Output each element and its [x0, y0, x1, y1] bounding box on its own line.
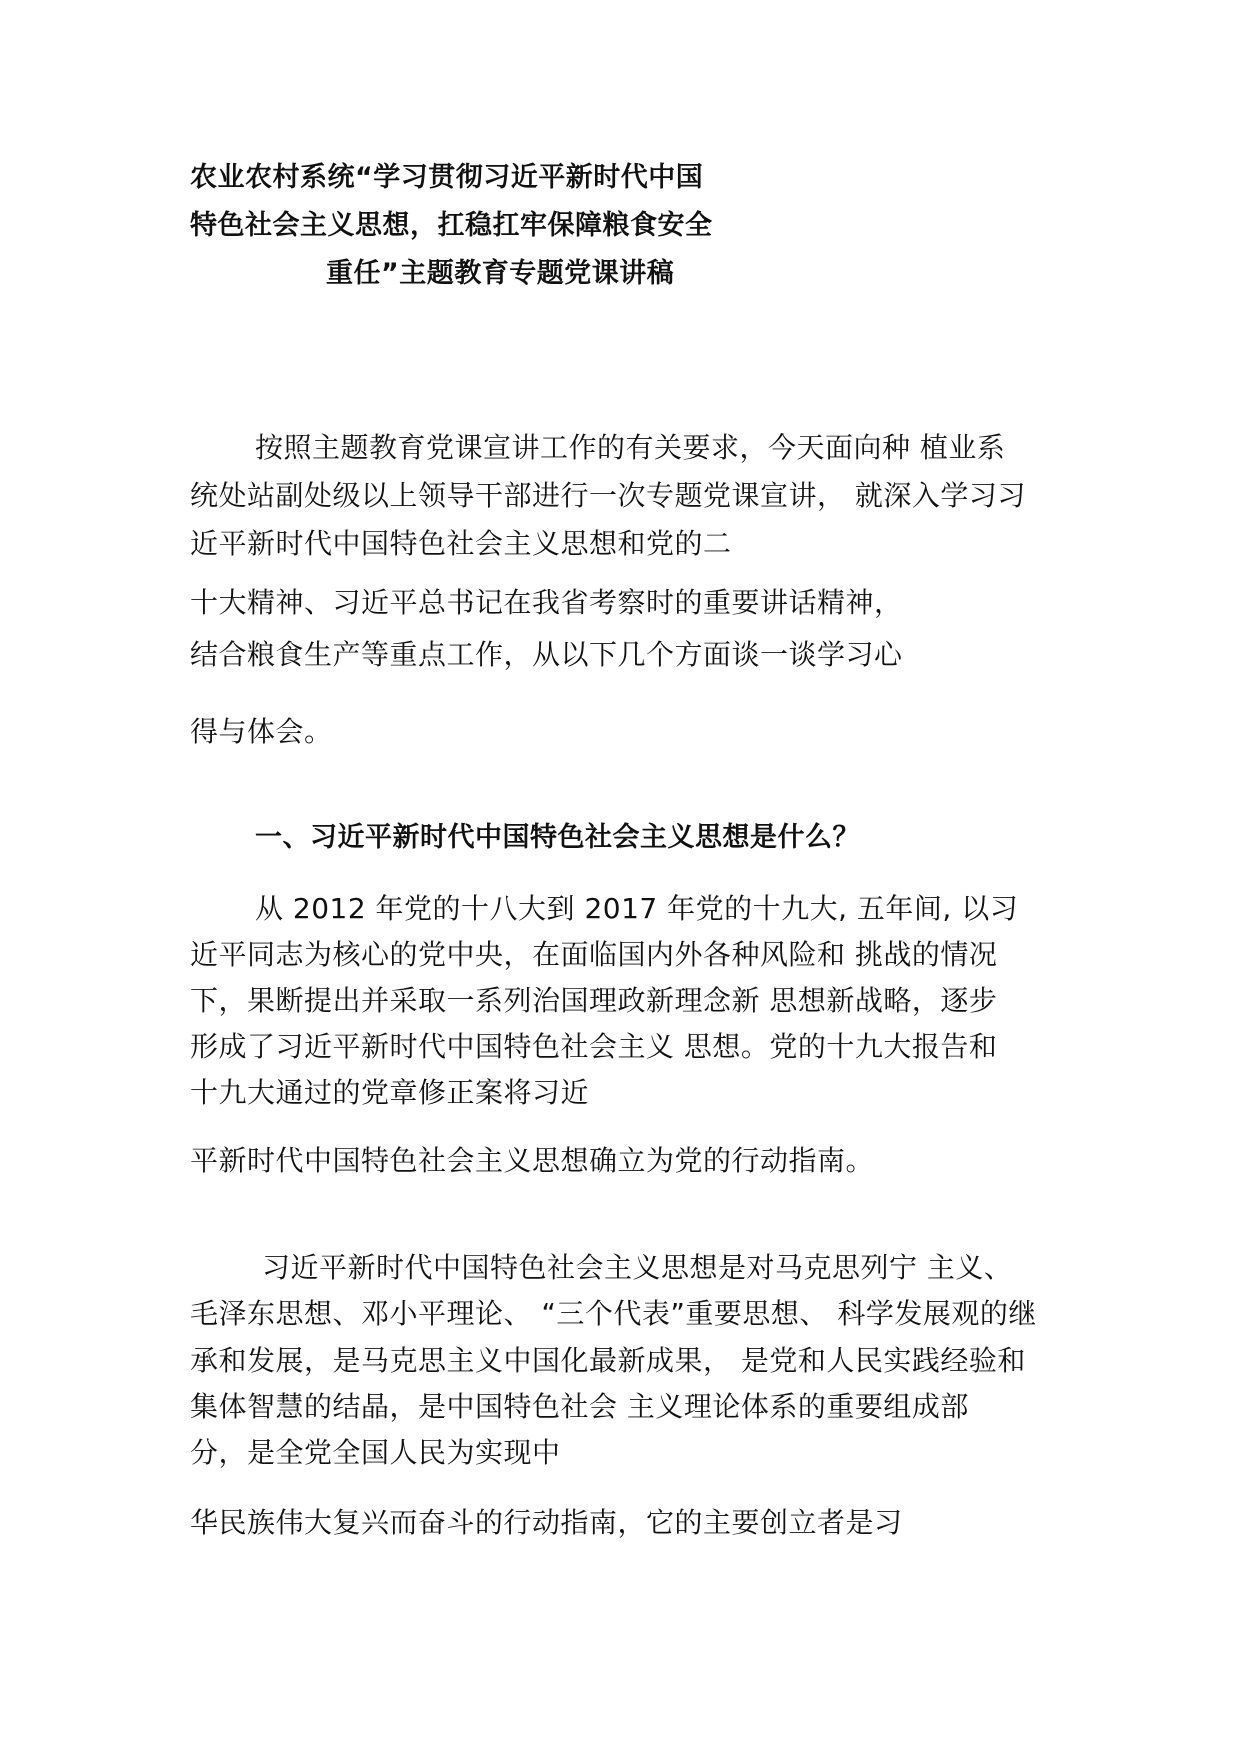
section1-para2-line-3: 承和发展，是马克思主义中国化最新成果， 是党和人民实践经验和: [190, 1344, 1026, 1377]
intro-line-1: 按照主题教育党课宣讲工作的有关要求，今天面向种 植业系: [255, 431, 1006, 464]
section-heading-1: 一、习近平新时代中国特色社会主义思想是什么？: [255, 822, 860, 853]
intro-line-6: 得与体会。: [190, 715, 333, 748]
section1-para2-line-1: 习近平新时代中国特色社会主义思想是对马克思列宁 主义、: [262, 1251, 1013, 1284]
intro-line-2: 统处站副处级以上领导干部进行一次专题党课宣讲， 就深入学习习: [190, 479, 1026, 512]
intro-line-3: 近平新时代中国特色社会主义思想和党的二: [190, 527, 732, 560]
document-title-line-2: 特色社会主义思想，扛稳扛牢保障粮食安全: [190, 210, 713, 241]
section1-para1-line-2: 近平同志为核心的党中央，在面临国内外各种风险和 挑战的情况: [190, 938, 998, 971]
section1-para2-line-5: 分，是全党全国人民为实现中: [190, 1436, 561, 1469]
section1-para2-line-2: 毛泽东思想、邓小平理论、 “三个代表”重要思想、 科学发展观的继: [190, 1297, 1037, 1330]
section1-para2-line-6: 华民族伟大复兴而奋斗的行动指南，它的主要创立者是习: [190, 1506, 903, 1539]
section1-para1-line-4: 形成了习近平新时代中国特色社会主义 思想。党的十九大报告和: [190, 1030, 998, 1063]
section1-para1-line-1: 从 2012 年党的十八大到 2017 年党的十九大, 五年间, 以习: [255, 892, 1019, 925]
section1-para1-line-6: 平新时代中国特色社会主义思想确立为党的行动指南。: [190, 1144, 875, 1177]
section1-para1-line-3: 下，果断提出并采取一系列治国理政新理念新 思想新战略，逐步: [190, 984, 998, 1017]
document-title-line-3: 重任”主题教育专题党课讲稿: [326, 258, 675, 289]
section1-para2-line-4: 集体智慧的结晶，是中国特色社会 主义理论体系的重要组成部: [190, 1390, 969, 1423]
section1-para1-line-5: 十九大通过的党章修正案将习近: [190, 1076, 590, 1109]
intro-line-5: 结合粮食生产等重点工作，从以下几个方面谈一谈学习心: [190, 638, 903, 671]
document-title-line-1: 农业农村系统“学习贯彻习近平新时代中国: [190, 162, 704, 193]
intro-line-4: 十大精神、习近平总书记在我省考察时的重要讲话精神，: [190, 586, 903, 619]
